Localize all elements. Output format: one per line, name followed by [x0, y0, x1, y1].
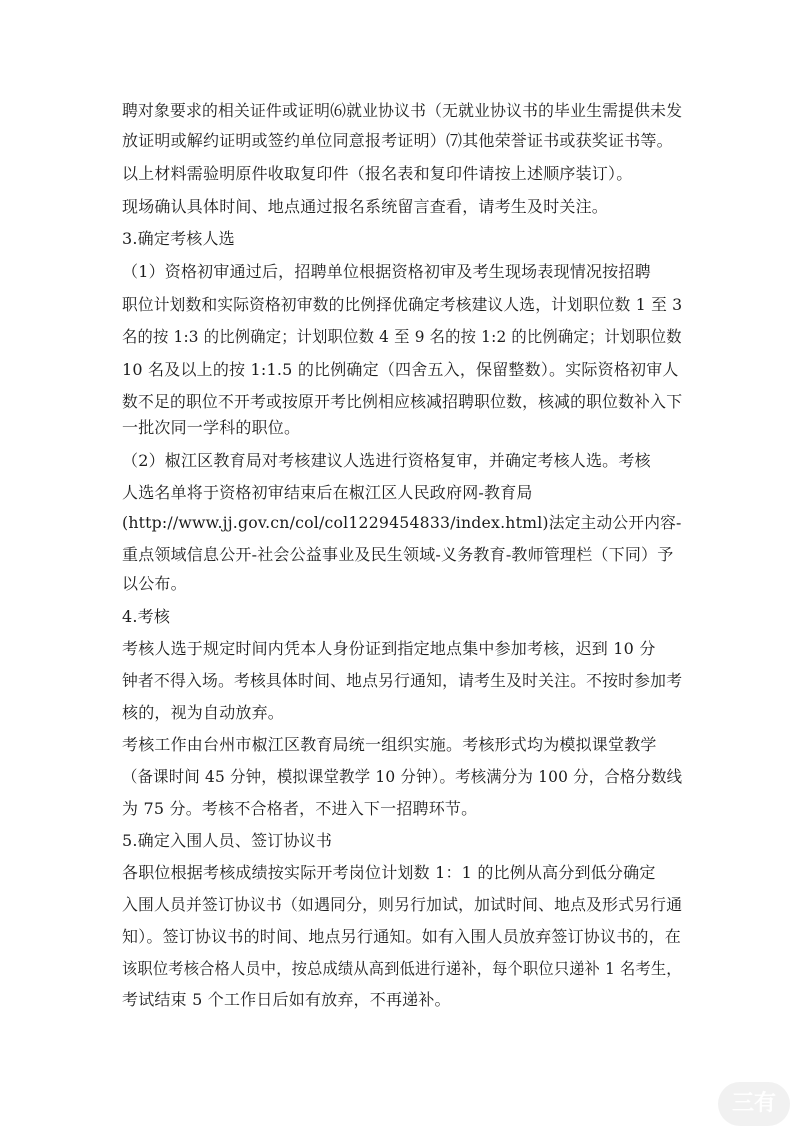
section-heading: 4.考核 — [122, 607, 171, 626]
text-line: 各职位根据考核成绩按实际开考岗位计划数 1：1 的比例从高分到低分确定 — [122, 863, 656, 882]
text-line: 10 名及以上的按 1:1.5 的比例确定（四舍五入，保留整数）。实际资格初审人 — [122, 360, 679, 379]
text-line: 钟者不得入场。考核具体时间、地点另行通知，请考生及时关注。不按时参加考 — [122, 671, 683, 690]
text-line: 名的按 1:3 的比例确定；计划职位数 4 至 9 名的按 1:2 的比例确定；计划职位数 — [122, 327, 682, 346]
section-heading: 5.确定入围人员、签订协议书 — [122, 831, 333, 850]
text-line: 入围人员并签订协议书（如遇同分，则另行加试，加试时间、地点及形式另行通 — [122, 895, 683, 914]
watermark-logo: 三有 — [718, 1082, 790, 1126]
text-line: 聘对象要求的相关证件或证明⑹就业协议书（无就业协议书的毕业生需提供未发 — [122, 101, 683, 120]
text-line: 人选名单将于资格初审结束后在椒江区人民政府网-教育局 — [122, 483, 533, 502]
text-line: 考核人选于规定时间内凭本人身份证到指定地点集中参加考核，迟到 10 分 — [122, 639, 656, 658]
text-line: 该职位考核合格人员中，按总成绩从高到低进行递补，每个职位只递补 1 名考生， — [122, 959, 682, 978]
text-line: 以上材料需验明原件收取复印件（报名表和复印件请按上述顺序装订）。 — [122, 164, 633, 183]
text-line-url: (http://www.jj.gov.cn/col/col1229454833/index.html)法定主动公开内容- — [122, 513, 682, 532]
section-heading: 3.确定考核人选 — [122, 229, 235, 248]
text-line: 考核工作由台州市椒江区教育局统一组织实施。考核形式均为模拟课堂教学 — [122, 735, 657, 754]
text-line: （备课时间 45 分钟，模拟课堂教学 10 分钟）。考核满分为 100 分，合格分数线 — [122, 767, 683, 786]
text-line: 核的，视为自动放弃。 — [122, 703, 285, 722]
text-line: 职位计划数和实际资格初审数的比例择优确定考核建议人选，计划职位数 1 至 3 — [122, 295, 683, 314]
text-line: 为 75 分。考核不合格者，不进入下一招聘环节。 — [122, 799, 478, 818]
text-line: 考试结束 5 个工作日后如有放弃，不再递补。 — [122, 990, 451, 1009]
text-line: 一批次同一学科的职位。 — [122, 418, 301, 437]
text-line: 以公布。 — [122, 574, 187, 593]
text-line: （1）资格初审通过后，招聘单位根据资格初审及考生现场表现情况按招聘 — [122, 262, 651, 281]
text-line: （2）椒江区教育局对考核建议人选进行资格复审，并确定考核人选。考核 — [122, 451, 651, 470]
text-line: 数不足的职位不开考或按原开考比例相应核减招聘职位数，核减的职位数补入下 — [122, 392, 683, 411]
text-line: 重点领域信息公开-社会公益事业及民生领域-义务教育-教师管理栏（下同）予 — [122, 545, 674, 564]
text-line: 知）。签订协议书的时间、地点另行通知。如有入围人员放弃签订协议书的，在 — [122, 927, 682, 946]
text-line: 现场确认具体时间、地点通过报名系统留言查看，请考生及时关注。 — [122, 197, 609, 216]
text-line: 放证明或解约证明或签约单位同意报考证明）⑺其他荣誉证书或获奖证书等。 — [122, 131, 673, 150]
